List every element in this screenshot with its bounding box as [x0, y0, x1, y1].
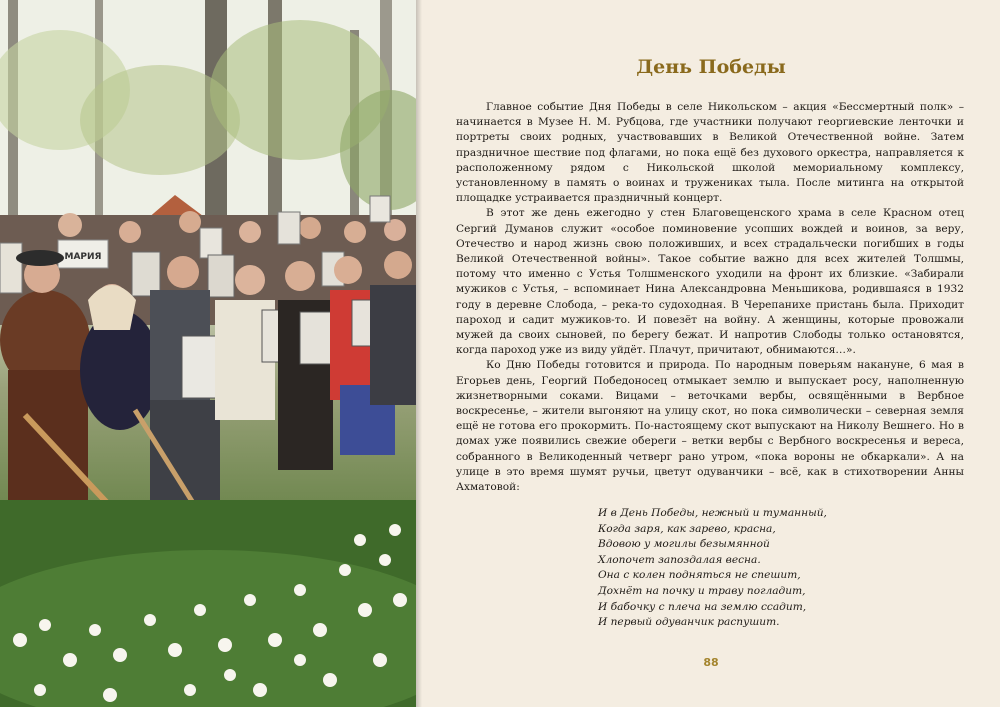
- poem-line: Когда заря, как зарево, красна,: [598, 522, 776, 535]
- face: [239, 221, 261, 243]
- face: [299, 217, 321, 239]
- woman-face: [235, 265, 265, 295]
- poem-line: Хлопочет запоздалая весна.: [598, 553, 761, 566]
- portrait-sign: [370, 196, 390, 222]
- page-title: День Победы: [636, 56, 786, 78]
- portrait-sign: [132, 252, 160, 296]
- photo-illustration: [0, 0, 416, 707]
- man-face: [384, 251, 412, 279]
- portrait-sign: [0, 243, 22, 293]
- poem-line: И в День Победы, нежный и туманный,: [598, 507, 827, 519]
- portrait-sign: [278, 212, 300, 244]
- face: [179, 211, 201, 233]
- poem: [598, 506, 928, 631]
- man-face: [167, 256, 199, 288]
- face: [119, 221, 141, 243]
- woman-face: [285, 261, 315, 291]
- paragraph: Главное событие Дня Победы в селе Никольском – акция «Бессмертный полк» – начинается в Музее Н. М. Рубцова, где участники получают георгиевские ленточки и портреты своих родных, участвовавших в Великой Отечественной войне. Затем праздничное шествие под флагами, но пока ещё без духового оркестра, направляется к расположенному рядом с Никольской школой мемориальному комплексу, установленному в память о воинах и тружениках тыла. После митинга на открытой площадке устраивается праздничный концерт.: [456, 101, 964, 205]
- paragraph: В этот же день ежегодно у стен Благовещенского храма в селе Красном отец Сергий Думанов служит «особое поминовение усопших вождей и воинов, за веру, Отечество и народ жизнь свою положивших, и всех страдальчески погибших в годы Великой Отечественной войны». Такое событие важно для всех жителей Толшмы, потому что именно с Устья Толшменского уходили на фронт их близкие. «Забирали мужиков с Устья, – вспоминает Нина Александровна Меньшикова, родившаяся в 1932 году в деревне Слобода, – река-то судоходная. В Черепанихе пристань была. Приходит пароход и садит мужиков-то. И повезёт на войну. А женщины, которые провожали мужей да своих сыновей, по берегу бежат. И напротив Слободы только остановятся, когда пароход уже из виду уйдёт. Плачут, причитают, обнимаются…».: [456, 207, 964, 357]
- portrait-sign: [300, 312, 332, 364]
- portrait-sign: [200, 228, 222, 258]
- paragraph: Ко Дню Победы готовится и природа. По народным поверьям накануне, 6 мая в Егорьев день, Георгий Победоносец отмыкает землю и выпускает росу, наполненную жизнетворными соками. Вицами – веточками вербы, освящёнными в Вербное воскресенье, – жители выгоняют на улицу скот, но пока символически – северная земля ещё не готова его прокормить. По-настоящему скот выпускают на Николу Вешнего. Но в домах уже появились свежие обереги – ветки вербы с Вербного воскресенья и вереса, собранного в Великоденный четверг рано утром, «пока вороны не обкаркали». А на улице в это время шумят ручьи, цветут одуванчики – всё, как в стихотворении Анны Ахматовой:: [456, 359, 964, 494]
- article-body: [456, 100, 964, 495]
- poem-line: И первый одуванчик распушит.: [598, 616, 780, 629]
- grass: [0, 550, 416, 707]
- page-number: 88: [703, 656, 719, 669]
- man-suit: [370, 285, 416, 405]
- poem-line: Дохнёт на почку и траву погладит,: [598, 584, 806, 597]
- woman-face: [334, 256, 362, 284]
- name-sign-text: МАРИЯ: [64, 252, 102, 262]
- veteran-cap: [16, 250, 64, 266]
- text-page: [422, 0, 1000, 707]
- poem-line: Вдовою у могилы безымянной: [598, 538, 770, 551]
- face: [344, 221, 366, 243]
- immortal-regiment-photo: [0, 0, 416, 707]
- face: [58, 213, 82, 237]
- portrait-sign: [208, 255, 234, 297]
- portrait-sign: [182, 336, 220, 398]
- poem-line: Она с колен подняться не спешит,: [598, 569, 801, 582]
- poem-line: И бабочку с плеча на землю ссадит,: [598, 600, 807, 613]
